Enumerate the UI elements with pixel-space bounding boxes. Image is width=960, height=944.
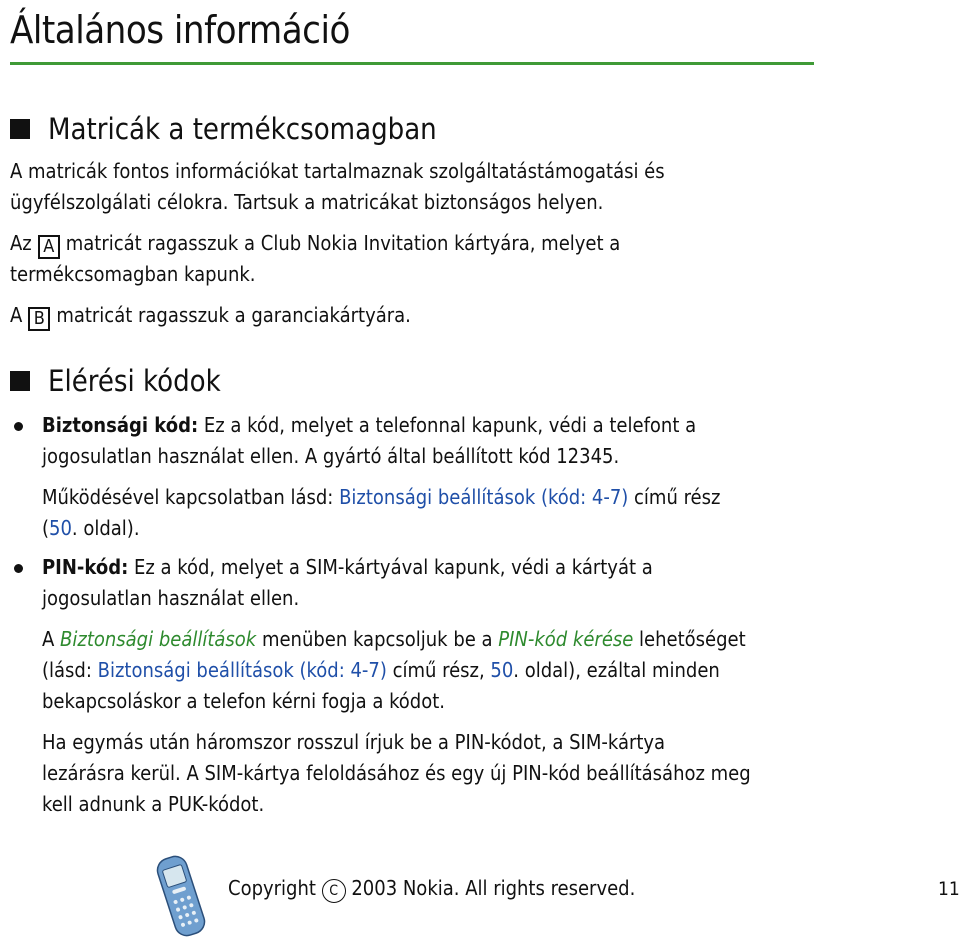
text: menüben kapcsoljuk be a — [256, 627, 499, 651]
sticker-b-line — [10, 300, 411, 331]
paragraph-line: bekapcsoláskor a telefon kérni fogja a kódot. — [42, 689, 445, 713]
text: A — [42, 627, 61, 651]
security-code-line — [42, 410, 696, 441]
text: ( — [42, 516, 50, 540]
text: Az — [10, 231, 32, 255]
text: . oldal). — [71, 516, 140, 540]
bullet-icon — [14, 422, 23, 431]
text: A — [10, 303, 23, 327]
text: című rész, — [386, 658, 491, 682]
page-title: Általános információ — [10, 8, 350, 52]
text: matricát ragasszuk a Club Nokia Invitation kártyára, melyet a — [65, 231, 621, 255]
security-see-line — [42, 482, 720, 513]
link-page-50[interactable]: 50 — [49, 516, 72, 540]
bullet-icon — [14, 564, 23, 573]
text: Ez a kód, melyet a SIM-kártyával kapunk, védi a kártyát a — [128, 555, 653, 579]
text: . oldal), ezáltal minden — [513, 658, 720, 682]
nokia-phone-icon — [150, 852, 212, 940]
option-pin-request: PIN-kód kérése — [498, 627, 634, 651]
text: matricát ragasszuk a garanciakártyára. — [56, 303, 411, 327]
link-page-50[interactable]: 50 — [490, 658, 514, 682]
pin-code-line — [42, 552, 653, 583]
sticker-a-label-icon: A — [38, 235, 60, 259]
section-heading-stickers — [10, 112, 437, 146]
text: Ez a kód, melyet a telefonnal kapunk, védi a telefont a — [198, 413, 697, 437]
text: lehetőséget — [633, 627, 746, 651]
paragraph-line: ügyfélszolgálati célokra. Tartsuk a matricákat biztonságos helyen. — [10, 190, 604, 214]
square-bullet-icon — [10, 371, 30, 391]
paragraph-line: jogosulatlan használat ellen. A gyártó által beállított kód 12345. — [42, 444, 620, 468]
paragraph-line: Ha egymás után háromszor rosszul írjuk be a PIN-kódot, a SIM-kártya — [42, 730, 666, 754]
text: című rész — [628, 485, 721, 509]
text: Működésével kapcsolatban lásd: — [42, 485, 340, 509]
paragraph-line: A matricák fontos információkat tartalmaznak szolgáltatástámogatási és — [10, 159, 665, 183]
menu-security-settings: Biztonsági beállítások — [60, 627, 257, 651]
sticker-b-label-icon: B — [28, 307, 50, 331]
section-heading-text: Elérési kódok — [48, 364, 221, 398]
term-pin-code: PIN-kód: — [42, 555, 129, 579]
page-number: 11 — [938, 878, 960, 900]
link-security-settings[interactable]: Biztonsági beállítások (kód: 4-7) — [339, 485, 629, 509]
link-security-settings[interactable]: Biztonsági beállítások (kód: 4-7) — [97, 658, 387, 682]
title-divider — [10, 62, 814, 65]
copyright-rest: 2003 Nokia. All rights reserved. — [351, 876, 636, 900]
square-bullet-icon — [10, 119, 30, 139]
pin-menu-line — [42, 624, 746, 655]
text: (lásd: — [42, 658, 98, 682]
sticker-a-line — [10, 228, 620, 259]
paragraph-line: termékcsomagban kapunk. — [10, 262, 256, 286]
paragraph-line: kell adnunk a PUK-kódot. — [42, 792, 265, 816]
pin-see-line — [42, 655, 720, 686]
paragraph-line: lezárásra kerül. A SIM-kártya feloldásához és egy új PIN-kód beállításához meg — [42, 761, 751, 785]
copyright-symbol-icon: C — [322, 879, 346, 903]
security-page-line — [42, 513, 140, 544]
copyright-text: Copyright — [228, 876, 316, 900]
section-heading-text: Matricák a termékcsomagban — [48, 112, 437, 146]
paragraph-line: jogosulatlan használat ellen. — [42, 586, 300, 610]
term-security-code: Biztonsági kód: — [42, 413, 199, 437]
section-heading-codes — [10, 364, 221, 398]
copyright-line — [228, 876, 635, 903]
